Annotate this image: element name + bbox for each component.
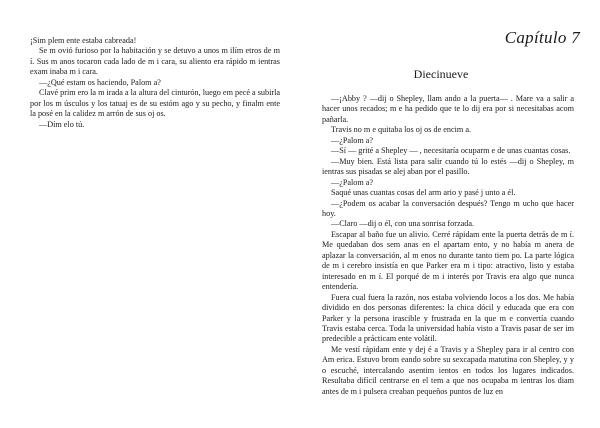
paragraph: Clavé prim ero la m irada a la altura del cinturón, luego em pecé a subirla por los m úsculos y los tatuaj es de su estóm ago y su pecho, y finalm ente la posé en la calidez m arrón de sus oj os.	[30, 88, 280, 119]
paragraph: Me vestí rápidam ente y dej é a Travis y a Shepley para ir al centro con Am erica. Estuvo brom eando sobre su sexcapada matutina con Shepley, y y o escuché, intercalando asentim ientos en todos los lugares indicados. Resultaba difícil centrarse en el tem a que nos ocupaba m ientras los diam antes de m i pulsera creaban pequeños puntos de luz en	[322, 344, 574, 396]
paragraph: —Dím elo tú.	[39, 119, 85, 129]
right-page	[302, 0, 600, 428]
paragraph: —Sí — grité a Shepley — , necesitaría ocuparm e de unas cuantas cosas.	[331, 146, 571, 156]
left-page	[0, 0, 298, 428]
chapter-title: Diecinueve	[413, 67, 469, 81]
paragraph: —¿Qué estam os haciendo, Palom a?	[39, 77, 161, 87]
right-page-text	[322, 94, 574, 397]
paragraph: —¡Abby ? —dij o Shepley, llam ando a la puerta— . Mare va a salir a hacer unos recados; m e ha pedido que te lo dij era por si necesitabas acom pañarla.	[322, 94, 574, 124]
paragraph: —¿Podem os acabar la conversación después? Tengo m ucho que hacer hoy.	[322, 198, 574, 218]
paragraph: —¿Palom a?	[331, 177, 374, 187]
left-page-text	[30, 36, 280, 130]
paragraph: Fuera cual fuera la razón, nos estaba volviendo locos a los dos. Me había dividido en dos personas diferentes: la chica dócil y educada que era con Parker y la persona irascible y frustrada en la que m e convertía cuando Travis estaba cerca. Toda la universidad había visto a Travis pasar de ser im predecible a prácticam ente volátil.	[322, 292, 574, 344]
paragraph: Saqué unas cuantas cosas del arm ario y pasé j unto a él.	[331, 188, 516, 198]
paragraph: Escapar al baño fue un alivio. Cerré rápidam ente la puerta detrás de m í. Me quedaban dos sem anas en el apartam ento, y no había m anera de aplazar la conversación, al m enos no durante tanto tiem po. La parte lógica de m i cerebro insistía en que Parker era m i tipo: atractivo, listo y estaba interesado en m í. El porqué de m i interés por Travis era algo que nunca entendería.	[322, 229, 574, 292]
paragraph: —Claro —dij o él, con una sonrisa forzada.	[331, 219, 475, 229]
paragraph: Travis no m e quitaba los oj os de encim a.	[331, 125, 472, 135]
paragraph: Se m ovió furioso por la habitación y se detuvo a unos m ilím etros de m í. Sus m anos tocaron cada lado de m i cara, su aliento era rápido m ientras exam inaba m i cara.	[30, 46, 280, 77]
paragraph: —¿Palom a?	[331, 135, 374, 145]
chapter-label: Capítulo 7	[504, 28, 580, 47]
paragraph: ¡Sim plem ente estaba cabreada!	[30, 36, 137, 45]
paragraph: —Muy bien. Está lista para salir cuando tú lo estés —dij o Shepley, m ientras sus pisadas se alej aban por el pasillo.	[322, 156, 574, 177]
